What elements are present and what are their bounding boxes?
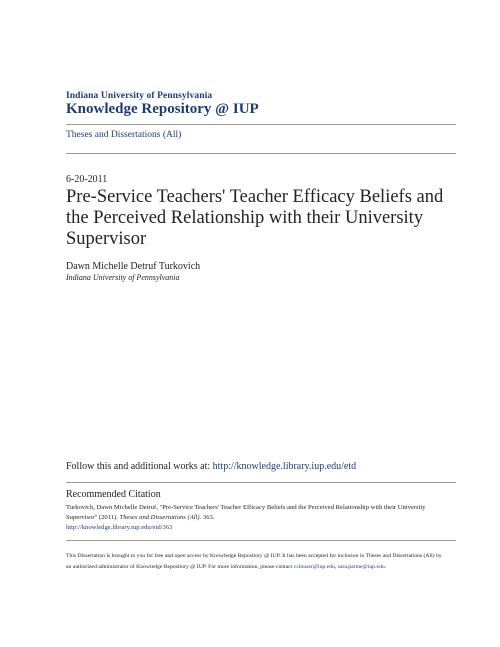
follow-url-link[interactable]: http://knowledge.library.iup.edu/etd [212,461,357,472]
notice-text: This Dissertation is brought to you for free and open access by Knowledge Repository @ IUP. It has been accepted for inclusion in Theses and Dissertations (All) by an authorized administrator of Knowledge Repository @ IUP. For more information, please contact [66,553,442,570]
citation-series: Theses and Dissertations (All) [119,514,200,521]
collection-divider [66,153,456,154]
recommended-citation-heading: Recommended Citation [66,489,161,500]
notice-end: . [384,564,387,570]
notice-divider [66,540,456,541]
citation-divider [66,482,456,483]
publication-date: 6-20-2011 [66,174,108,185]
repository-institution: Indiana University of Pennsylvania [66,91,213,101]
header-divider [66,124,456,125]
notice-joiner: , [334,564,338,570]
author-affiliation: Indiana University of Pennsylvania [66,273,180,282]
contact-email-1[interactable]: cclouser@iup.edu [293,564,335,570]
citation-text-start: Turkovich, Dawn Michelle Detruf, "Pre-Service Teachers' Teacher Efficacy Beliefs and the Perceived Relationship with their University Supervisor" (2011). [66,504,426,521]
citation-text-end: . 363. [199,514,215,521]
citation-url-link[interactable]: http://knowledge.library.iup.edu/etd/363 [66,524,173,531]
collection-link[interactable]: Theses and Dissertations (All) [66,130,182,140]
follow-prefix: Follow this and additional works at: [66,461,213,472]
repository-name-link[interactable]: Knowledge Repository @ IUP [66,101,259,117]
access-notice [66,551,446,573]
citation-text [66,503,451,533]
contact-email-2[interactable]: sara.parme@iup.edu [337,564,385,570]
author-name: Dawn Michelle Detruf Turkovich [66,261,201,272]
follow-line [66,461,356,472]
document-title: Pre-Service Teachers' Teacher Efficacy Beliefs and the Perceived Relationship with their University Supervisor [66,187,444,249]
